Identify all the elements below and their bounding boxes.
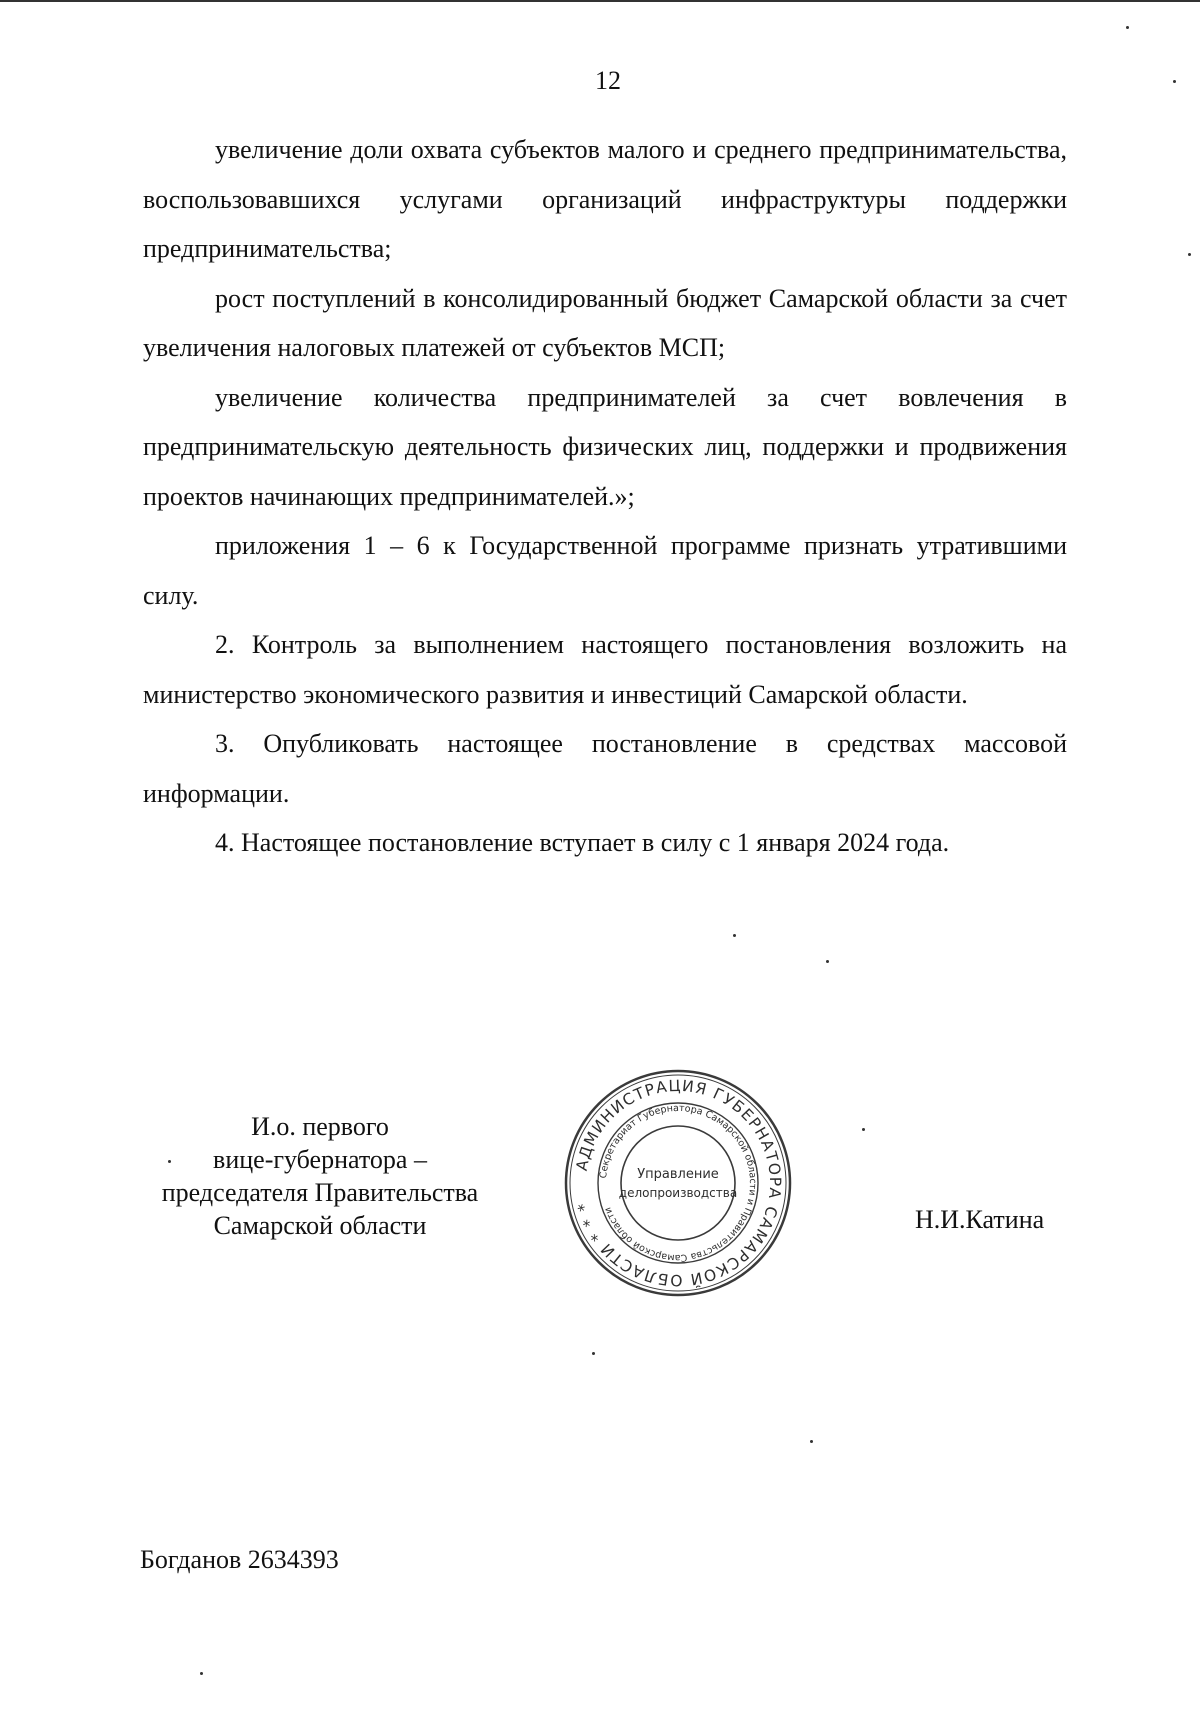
signer-title-line: Самарской области xyxy=(213,1211,427,1240)
seal-center-line: делопроизводства xyxy=(618,1186,738,1200)
paragraph-indicator-smb-coverage: увеличение доли охвата субъектов малого и среднего предпринимательства, воспользовавшихся услугами организаций инфраструктуры поддержки предпринимательства; xyxy=(143,135,1067,263)
paragraph-indicator-budget-revenue: рост поступлений в консолидированный бюджет Самарской области за счет увеличения налоговых платежей от субъектов МСП; xyxy=(143,283,1067,362)
paragraph-item-2-control: 2. Контроль за выполнением настоящего постановления возложить на министерство экономического развития и инвестиций Самарской области. xyxy=(143,630,1067,709)
scan-speck xyxy=(862,1128,865,1131)
signer-title-line: вице-губернатора – xyxy=(213,1145,427,1174)
scan-speck xyxy=(1173,80,1176,83)
scan-speck xyxy=(1126,26,1129,29)
scan-speck xyxy=(200,1672,203,1675)
signer-title xyxy=(140,1110,500,1242)
scan-speck xyxy=(810,1440,813,1443)
scan-speck xyxy=(168,1160,171,1163)
paragraph-item-3-publish: 3. Опубликовать настоящее постановление в средствах массовой информации. xyxy=(143,729,1067,808)
scan-speck xyxy=(592,1352,595,1355)
seal-inner-text: Секретариат Губернатора Самарской области и Правительства Самарской области xyxy=(598,1102,759,1264)
seal-center-line: Управление xyxy=(637,1167,719,1182)
scan-speck xyxy=(733,934,736,937)
executor-contact: Богданов 2634393 xyxy=(140,1545,339,1574)
page-number: 12 xyxy=(595,66,621,95)
top-edge-line xyxy=(0,0,1200,2)
paragraph-item-4-effective-date: 4. Настоящее постановление вступает в силу с 1 января 2024 года. xyxy=(215,828,950,857)
scan-speck xyxy=(826,960,829,963)
paragraph-appendices-void: приложения 1 – 6 к Государственной программе признать утратившими силу. xyxy=(143,531,1067,610)
scan-speck xyxy=(1188,253,1191,256)
paragraph-indicator-entrepreneurs: увеличение количества предпринимателей за счет вовлечения в предпринимательскую деятельность физических лиц, поддержки и продвижения проектов начинающих предпринимателей.»; xyxy=(143,382,1067,511)
signer-title-line: председателя Правительства xyxy=(161,1178,479,1207)
official-seal xyxy=(560,1065,796,1301)
document-body xyxy=(143,125,1067,868)
seal-outer-text: АДМИНИСТРАЦИЯ ГУБЕРНАТОРА САМАРСКОЙ ОБЛАСТИ * * * xyxy=(572,1076,785,1290)
signer-name: Н.И.Катина xyxy=(915,1205,1045,1234)
signer-title-line: И.о. первого xyxy=(251,1112,389,1141)
